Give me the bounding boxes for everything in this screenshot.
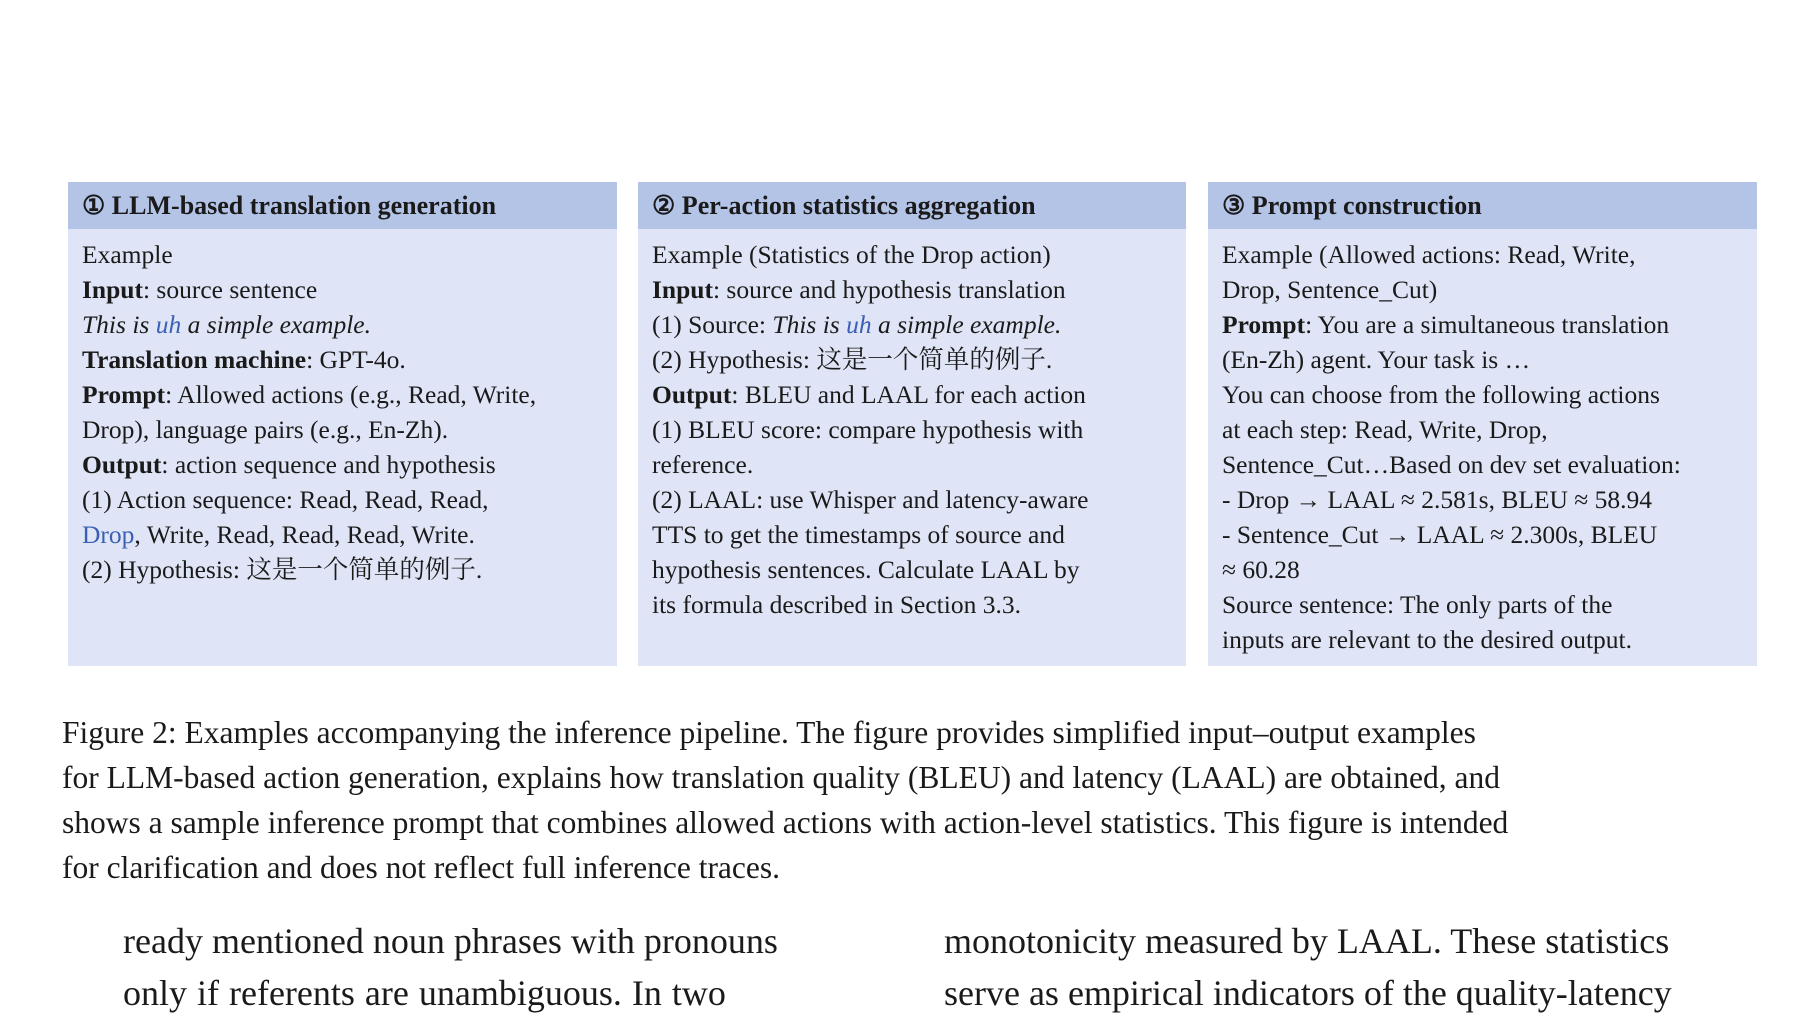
panel-line [652,552,1172,587]
text-segment: Input [82,275,143,304]
panel-line [1222,482,1743,517]
text-segment: : You are a simultaneous translation [1305,310,1670,339]
text-segment: , Write, Read, Read, Read, Write. [134,520,475,549]
caption-line: shows a sample inference prompt that combines allowed actions with action-level statistics. This figure is intended [62,805,1509,840]
panel-line [1222,377,1743,412]
text-segment: inputs are relevant to the desired output. [1222,625,1633,654]
text-segment: : Allowed actions (e.g., Read, Write, [165,380,537,409]
text-segment: Drop), language pairs (e.g., En-Zh). [82,415,449,444]
panel-line [1222,412,1743,447]
text-segment: Example (Statistics of the Drop action) [652,240,1051,269]
panel-line [82,517,603,552]
panel-line [1222,622,1743,657]
text-segment: (2) Hypothesis: 这是一个简单的例子. [652,345,1053,374]
text-segment: (1) Source: [652,310,773,339]
text-segment: at each step: Read, Write, Drop, [1222,415,1548,444]
panel-line [1222,552,1743,587]
text-segment: ≈ 60.28 [1222,555,1300,584]
panel-line [1222,272,1743,307]
panel-line [82,447,603,482]
text-segment: (2) LAAL: use Whisper and latency-aware [652,485,1089,514]
text-segment: Drop, Sentence_Cut) [1222,275,1438,304]
panel-line [652,447,1172,482]
panel-title: ② Per-action statistics aggregation [638,182,1186,229]
panel-line [652,342,1172,377]
panel-line [652,482,1172,517]
panel-line [82,552,603,587]
caption-line: for LLM-based action generation, explains how translation quality (BLEU) and latency (LAAL) are obtained, and [62,760,1501,795]
text-segment: Translation machine [82,345,307,374]
body-text-right-line: serve as empirical indicators of the quality-latency [944,973,1672,1013]
highlighted-text: uh [155,310,182,339]
text-segment: (1) Action sequence: Read, Read, Read, [82,485,489,514]
body-text-left-line: only if referents are unambiguous. In two [123,973,726,1013]
panel-line [82,272,603,307]
text-segment: hypothesis sentences. Calculate LAAL by [652,555,1080,584]
body-text-right-line: monotonicity measured by LAAL. These statistics [944,921,1670,961]
panel-line [1222,342,1743,377]
text-segment: a simple example. [181,310,371,339]
panel-line [82,237,603,272]
panel-line [1222,587,1743,622]
text-segment: (2) Hypothesis: 这是一个简单的例子. [82,555,483,584]
highlighted-text: uh [846,310,872,339]
panel-body [68,229,617,587]
caption-line: for clarification and does not reflect full inference traces. [62,850,781,885]
body-text-left-line: ready mentioned noun phrases with pronouns [123,921,778,961]
panel-line [82,412,603,447]
text-segment: - Drop → LAAL ≈ 2.581s, BLEU ≈ 58.94 [1222,485,1653,514]
panel-line [1222,307,1743,342]
text-segment: : GPT-4o. [306,345,406,374]
panel-per-action-statistics [638,182,1186,666]
panel-title: ③ Prompt construction [1208,182,1757,229]
text-segment: its formula described in Section 3.3. [652,590,1021,619]
text-segment: Output [652,380,732,409]
panel-title: ① LLM-based translation generation [68,182,617,229]
text-segment: Prompt [1222,310,1306,339]
text-segment: Output [82,450,162,479]
text-segment: (En-Zh) agent. Your task is … [1222,345,1531,374]
text-segment: : BLEU and LAAL for each action [731,380,1086,409]
text-segment: : action sequence and hypothesis [161,450,496,479]
panel-llm-translation-generation [68,182,617,666]
text-segment: Input [652,275,713,304]
panel-line [652,272,1172,307]
panel-line [82,307,603,342]
panel-line [82,377,603,412]
panel-line [82,342,603,377]
text-segment: Source sentence: The only parts of the [1222,590,1613,619]
text-segment: Example (Allowed actions: Read, Write, [1222,240,1636,269]
panel-line [652,377,1172,412]
text-segment: This is [82,310,156,339]
text-segment: TTS to get the timestamps of source and [652,520,1065,549]
text-segment: a simple example. [871,310,1062,339]
text-segment: You can choose from the following actions [1222,380,1660,409]
text-segment: : source and hypothesis translation [712,275,1066,304]
panel-line [652,307,1172,342]
panel-line [1222,237,1743,272]
panel-line [82,482,603,517]
panel-body [1208,229,1757,657]
text-segment: Sentence_Cut…Based on dev set evaluation: [1222,450,1681,479]
panel-line [652,237,1172,272]
figure-caption [62,710,1762,890]
text-segment: Prompt [82,380,166,409]
text-segment: reference. [652,450,754,479]
text-segment: : source sentence [142,275,318,304]
text-segment: (1) BLEU score: compare hypothesis with [652,415,1084,444]
panel-line [652,587,1172,622]
panel-line [1222,517,1743,552]
highlighted-text: Drop [82,520,135,549]
caption-line: Figure 2: Examples accompanying the inference pipeline. The figure provides simplified input–output examples [62,715,1476,750]
panel-line [652,517,1172,552]
panel-body [638,229,1186,622]
panel-prompt-construction [1208,182,1757,666]
text-segment: - Sentence_Cut → LAAL ≈ 2.300s, BLEU [1222,520,1658,549]
panel-line [652,412,1172,447]
panel-line [1222,447,1743,482]
text-segment: Example [82,240,173,269]
text-segment: This is [772,310,847,339]
